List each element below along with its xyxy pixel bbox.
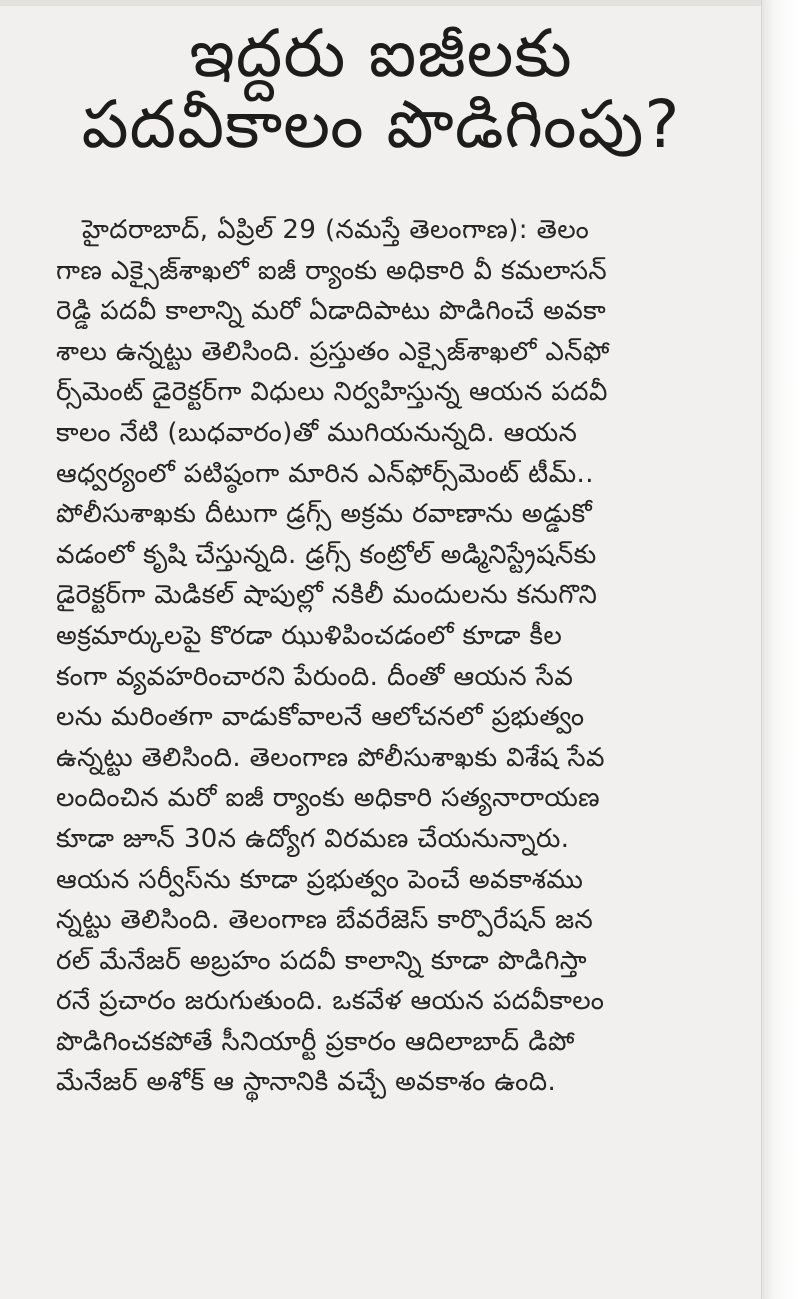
article-body	[56, 210, 732, 1103]
clipping-top-edge	[0, 0, 762, 6]
article-line: పోలీసుశాఖకు దీటుగా డ్రగ్స్ అక్రమ రవాణాను అడ్డుకో	[56, 499, 593, 530]
article-line: రల్ మేనేజర్ అబ్రహం పదవీ కాలాన్ని కూడా పొడిగిస్తా	[56, 945, 588, 976]
article-line: ఆయన సర్వీస్‌ను కూడా ప్రభుత్వం పెంచే అవకాశము	[56, 864, 584, 895]
article-line: గాణ ఎక్సైజ్‌శాఖలో ఐజీ ర్యాంకు అధికారి వీ కమలాసన్	[56, 255, 607, 286]
article-line: మేనేజర్ అశోక్ ఆ స్థానానికి వచ్చే అవకాశం ఉంది.	[56, 1067, 557, 1098]
article-line: అక్రమార్కులపై కొరడా ఝుళిపించడంలో కూడా కీల	[56, 620, 563, 651]
article-line: ఉన్నట్టు తెలిసింది. తెలంగాణ పోలీసుశాఖకు విశేష సేవ	[56, 742, 605, 773]
article-line: హైదరాబాద్, ఏప్రిల్ 29 (నమస్తే తెలంగాణ): తెలం	[82, 215, 590, 245]
article-line: రెడ్డి పదవీ కాలాన్ని మరో ఏడాదిపాటు పొడిగించే అవకా	[56, 296, 607, 327]
article-line: పొడిగించకపోతే సీనియార్టీ ప్రకారం ఆదిలాబాద్ డిపో	[56, 1026, 575, 1057]
article-line: లందించిన మరో ఐజీ ర్యాంకు అధికారి సత్యనారాయణ	[56, 783, 601, 814]
article-line: శాలు ఉన్నట్టు తెలిసింది. ప్రస్తుతం ఎక్సైజ్‌శాఖలో ఎన్‌ఫో	[56, 336, 610, 367]
article-line: కాలం నేటి (బుధవారం)తో ముగియనున్నది. ఆయన	[56, 417, 578, 448]
page-margin	[762, 0, 800, 1299]
article-line: ఆధ్వర్యంలో పటిష్ఠంగా మారిన ఎన్‌ఫోర్స్‌మెంట్ టీమ్..	[56, 458, 594, 489]
article-line: డైరెక్టర్‌గా మెడికల్ షాపుల్లో నకిలీ మందులను కనుగొని	[56, 580, 598, 611]
article-line: ర్స్‌మెంట్ డైరెక్టర్‌గా విధులు నిర్వహిస్తున్న ఆయన పదవీ	[56, 377, 608, 408]
article-line: వడంలో కృషి చేస్తున్నది. డ్రగ్స్ కంట్రోల్ అడ్మినిస్ట్రేషన్‌కు	[56, 539, 597, 570]
headline-line-2: పదవీకాలం పొడిగింపు?	[81, 86, 681, 164]
article-line: లను మరింతగా వాడుకోవాలనే ఆలోచనలో ప్రభుత్వం	[56, 702, 585, 733]
article-line: రనే ప్రచారం జరుగుతుంది. ఒకవేళ ఆయన పదవీకాలం	[56, 986, 605, 1017]
headline-line-1: ఇద్దరు ఐజీలకు	[189, 15, 573, 92]
article-line: కూడా జూన్ 30న ఉద్యోగ విరమణ చేయనున్నారు.	[56, 823, 570, 854]
article-line: కంగా వ్యవహరించారని పేరుంది. దీంతో ఆయన సేవ	[56, 661, 574, 692]
article-line: న్నట్టు తెలిసింది. తెలంగాణ బేవరేజెస్ కార్పొరేషన్ జన	[56, 905, 594, 936]
article-headline	[0, 15, 762, 164]
